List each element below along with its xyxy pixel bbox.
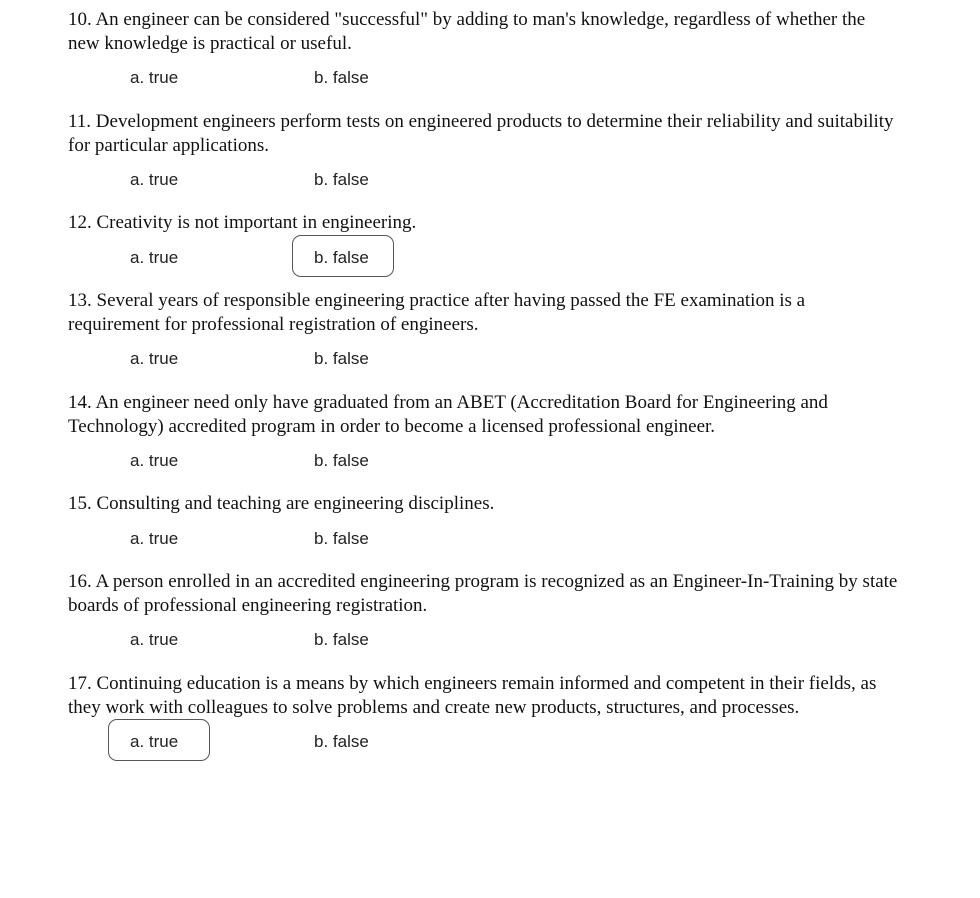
question-text: 11. Development engineers perform tests on engineered products to determine their reliability and suitability for particular applications.: [68, 111, 894, 156]
option-true[interactable]: a. true: [130, 170, 179, 189]
option-true-selected[interactable]: a. true: [130, 729, 178, 755]
question-16: [68, 570, 898, 653]
option-false[interactable]: b. false: [314, 630, 369, 649]
question-14: [68, 391, 898, 474]
answer-options: [68, 346, 898, 372]
question-13: [68, 289, 898, 372]
question-text: 17. Continuing education is a means by which engineers remain informed and competent in their fields, as they work with colleagues to solve problems and create new products, structures, and processes.: [68, 673, 877, 718]
option-false[interactable]: b. false: [314, 349, 369, 368]
question-11: [68, 110, 898, 193]
option-true[interactable]: a. true: [130, 247, 179, 267]
option-true[interactable]: a. true: [130, 68, 179, 87]
question-17: [68, 672, 898, 755]
answer-options: [68, 448, 898, 474]
option-true[interactable]: a. true: [130, 528, 179, 548]
answer-options: [68, 167, 898, 193]
question-text: 15. Consulting and teaching are engineering disciplines.: [68, 493, 495, 514]
option-false[interactable]: b. false: [314, 528, 369, 548]
answer-options: [68, 526, 898, 552]
option-true[interactable]: a. true: [130, 349, 179, 368]
answer-options: [68, 627, 898, 653]
question-text: 16. A person enrolled in an accredited engineering program is recognized as an Engineer-In-Training by state boards of professional engineering registration.: [68, 571, 898, 616]
option-false-selected[interactable]: b. false: [314, 245, 369, 271]
answer-options: [68, 65, 898, 91]
question-15: [68, 492, 898, 552]
option-false[interactable]: b. false: [314, 68, 369, 87]
question-text: 10. An engineer can be considered "successful" by adding to man's knowledge, regardless of whether the new knowledge is practical or useful.: [68, 9, 866, 54]
option-true[interactable]: a. true: [130, 451, 179, 470]
answer-options: [68, 729, 898, 755]
option-false[interactable]: b. false: [314, 451, 369, 470]
question-text: 14. An engineer need only have graduated from an ABET (Accreditation Board for Engineering and Technology) accredited program in order to become a licensed professional engineer.: [68, 392, 828, 437]
option-false[interactable]: b. false: [314, 170, 369, 189]
option-false[interactable]: b. false: [314, 732, 369, 751]
question-text: 13. Several years of responsible engineering practice after having passed the FE examination is a requirement for professional registration of engineers.: [68, 290, 806, 335]
question-12: [68, 211, 898, 271]
question-10: [68, 8, 898, 91]
question-text: 12. Creativity is not important in engineering.: [68, 212, 417, 233]
answer-options: [68, 245, 898, 271]
option-true[interactable]: a. true: [130, 630, 179, 649]
